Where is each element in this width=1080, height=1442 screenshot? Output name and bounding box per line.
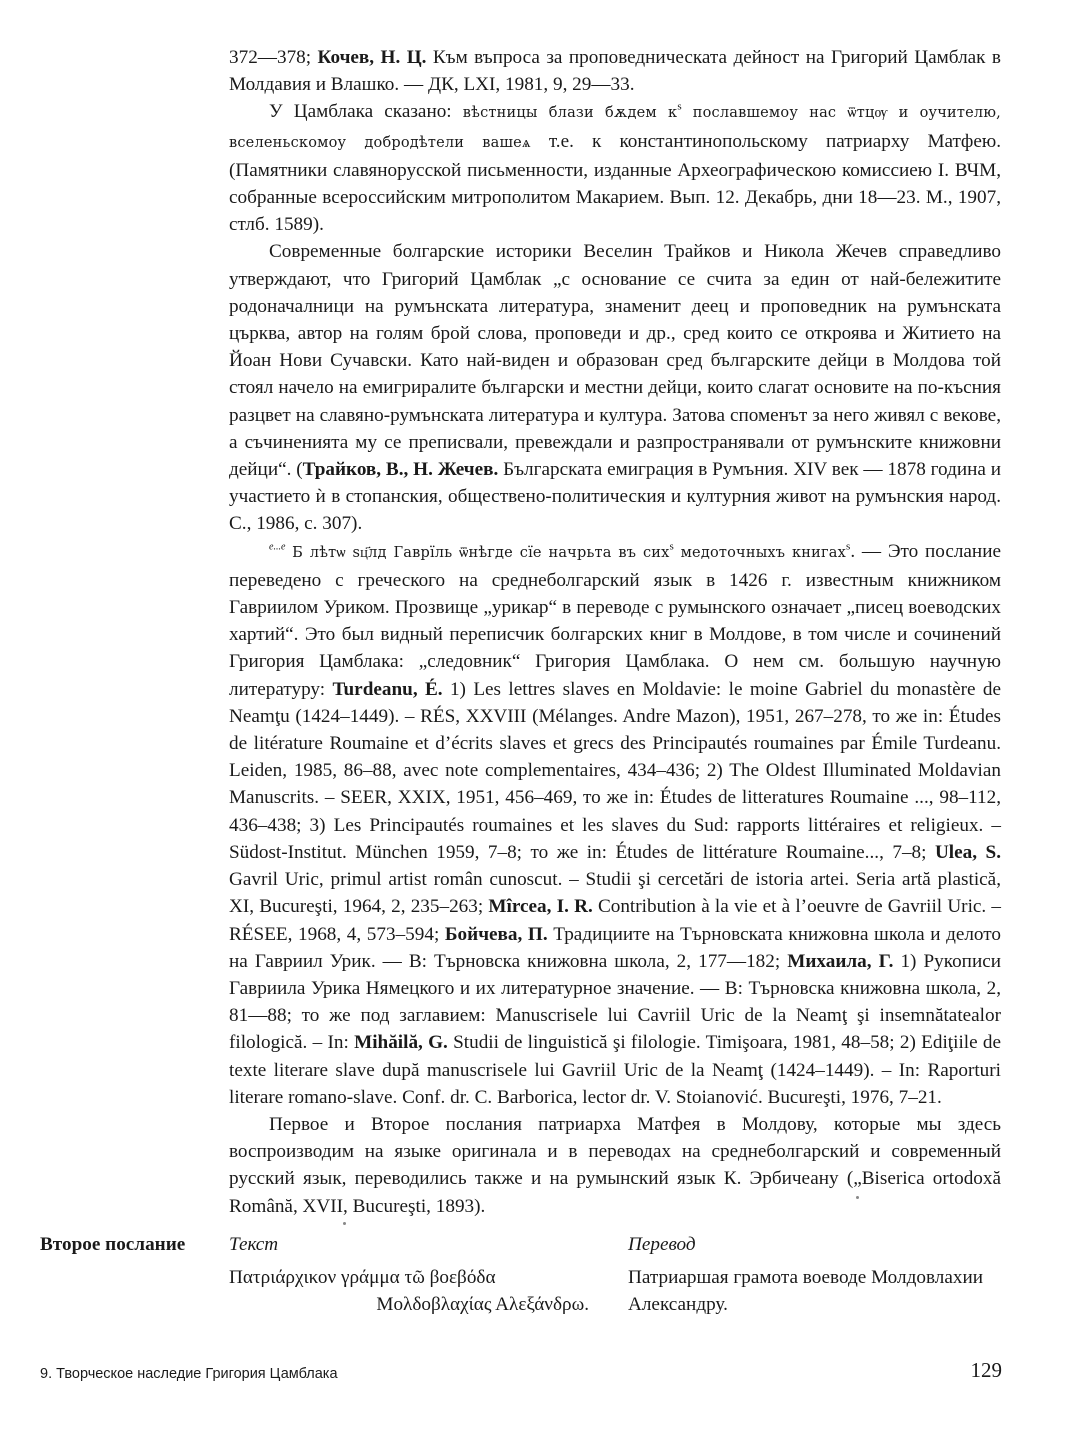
superscript-mark: ѕ [677,101,682,114]
text-run: Традициите на Търновската книжовна школа и делото на Гавриил Урик. — В: Търновска книжовна школа, 2, 177—182; [229,923,1001,972]
text-run: Первое и Второе послания патриарха Матфея в Молдову, которые мы здесь воспроизводим на языке оригинала и в переводах на среднеболгарский и современный русский язык, переводились также и на румынский язык К. Эрбичеану („Biserica ortodoxă Română, XVII, Bucureşti, 1893). [229,1113,1001,1217]
author-name: Mîrcea, I. R. [488,896,593,918]
russian-translation: Патриаршая грамота воеводе Молдовлахии Александру. [628,1267,983,1316]
paragraph-p2 [229,98,1001,238]
text-run: Современные болгарские историки Веселин Трайков и Никола Жечев справедливо утверждают, что Григорий Цамблак „с основание се счита за един от най-бележитите родоначалници на румънската литература, знаменит деец и проповедник на румънската църква, автор на голям брой слова, проповеди и др., сред които се откроява и Житието на Йоан Нови Сучавски. Като най-виден и образован сред българските дейци в Молдова той стоял начело на емигриралите български и местни дейци, които слагат основите на по-късния разцвет на славяно-румънската литература и култура. Затова споменът за него живял с векове, а съчиненията му се преписвали, превеждали и разпространявали от румънските книжовни дейци“. ( [229,241,1001,481]
author-name: Mihăilă, G. [354,1032,448,1054]
text-run: У Цамблака сказано: [269,101,463,123]
text-run: 1) Les lettres slaves en Moldavie: le moine Gabriel du monastère de Neamţu (1424–1449). – RÉS, XXVIII (Mélanges. Andre Mazon), 1951, 267–278, то же in: Études de litérature Roumaine et d’écrits slaves et grecs des Principautés roumaines par Émile Turdeanu. Leiden, 1985, 86–88, avec note complementaires, 434–436; 2) The Oldest Illuminated Moldavian Manuscrits. – SEER, XXIX, 1951, 456–469, то же in: Études de litteratures Roumaine ..., 98–112, 436–438; 3) Les Principautés roumaines et les slaves du Sud: rapports littéraires et religieux. – Südost-Institut. München 1959, 7–8; то же in: Études de littérature Roumaine..., 7–8; [229,678,1001,863]
church-slavonic-quote: пославшемоу нас ѿтцѹ и оучителю, вселеньскомоу добродѣтели вашеѧ [229,105,1001,151]
note-marker: e...e [269,541,286,553]
author-name: Кочев, Н. Ц. [317,47,427,68]
text-run: Gavril Uric, primul artist român cunoscut. – Studii şi cercetări de istoria artei. Seria artă plastică, XI, Bucureşti, 1964, 2, 235–263; [229,869,1001,918]
translation-column-heading: Перевод [628,1234,696,1255]
text-run: 372—378; [229,47,318,68]
greek-original [229,1264,589,1318]
superscript-mark: ѕ [669,540,674,553]
church-slavonic-quote: медоточныхъ книгах [673,544,847,561]
text-column-heading: Текст [229,1234,279,1255]
text-run: . — Это послание переведено с греческого на среднеболгарский язык в 1426 г. известным книжником Гавриилом Уриком. Прозвище „урикар“ в переводе с румынского означает „писец воеводских хартий“. Это был видный переписчик болгарских книг в Молдове, в том числе и сочинений Григория Цамблака: „следовник“ Григория Цамблака. О нем см. большую научную литературу: [229,540,1001,700]
scan-speck [856,1196,859,1199]
author-name: Бойчева, П. [444,923,548,945]
page-number: 129 [970,1358,1002,1382]
section-label: Второе послание [40,1234,186,1255]
text-run: Contribution à la vie et à l’oeuvre de Gavriil Uric. – RÉSEE, 1968, 4, 573–594; [229,896,1001,945]
author-name: Михаила, Г. [787,950,894,972]
text-run: Studii de linguistică şi filologie. Timişoara, 1981, 48–58; 2) Ediţiile de texte literare slave după manuscrisele lui Gavriil Uric de la Neamţ (1424–1449). – In: Raporturi literare romano-slave. Conf. dr. C. Barborica, lector dr. V. Stoianović. Bucureşti, 1976, 7–21. [229,1032,1002,1108]
text-run: т.е. к константинопольскому патриарху Матфею. (Памятники славянорусской письменности, изданные Археографическою комиссиею I. ВЧМ, собранные всероссийским митрополитом Макарием. Вып. 12. Декабрь, дни 18—23. М., 1907, стлб. 1589). [229,130,1001,236]
text-run: Към въпроса за проповедническата дейност на Григорий Цамблак в Молдавия и Влашко. — ДК, LXI, 1981, 9, 29—33. [229,47,1001,96]
greek-line-2: Μολδοβλαχίας Αλεξάνδρω. [376,1294,589,1316]
church-slavonic-quote: вѣстницы блази бѫдем к [462,105,678,122]
paragraph-p3 [229,238,1001,537]
paragraph-p1 [229,44,1001,98]
church-slavonic-quote: Б лѣтѡ ѕц҃лд Гаврїль ѿнѣгде сїе начрьта въ сих [285,544,670,561]
scan-speck [343,1222,346,1225]
author-name: Ulea, S. [934,841,1001,863]
greek-line-1: Πατριάρχικον γράμμα τῶ βοεβόδα [229,1267,496,1288]
author-name: Turdeanu, É. [332,678,443,700]
paragraph-p5 [229,1111,1001,1220]
text-run: 1) Рукописи Гавриила Урика Нямецкого и их литературное значение. — В: Търновска книжовна школа, 2, 81—88; то же под заглавием: Manuscrisele lui Cavriil Uric de la Neamţ şi insemnătatealor filologică. – In: [229,950,1001,1054]
body-text [229,44,1001,1220]
superscript-mark: ѕ [846,540,851,553]
running-title: 9. Творческое наследие Григория Цамблака [40,1366,338,1382]
text-run: Българската емиграция в Румъния. XIV век — 1878 година и участието ѝ в стопанския, обществено-политическия и културния живот на румънския народ. С., 1986, с. 307). [229,459,1001,535]
author-name: Трайков, В., Н. Жечев. [302,459,499,481]
paragraph-p4 [229,538,1001,1111]
